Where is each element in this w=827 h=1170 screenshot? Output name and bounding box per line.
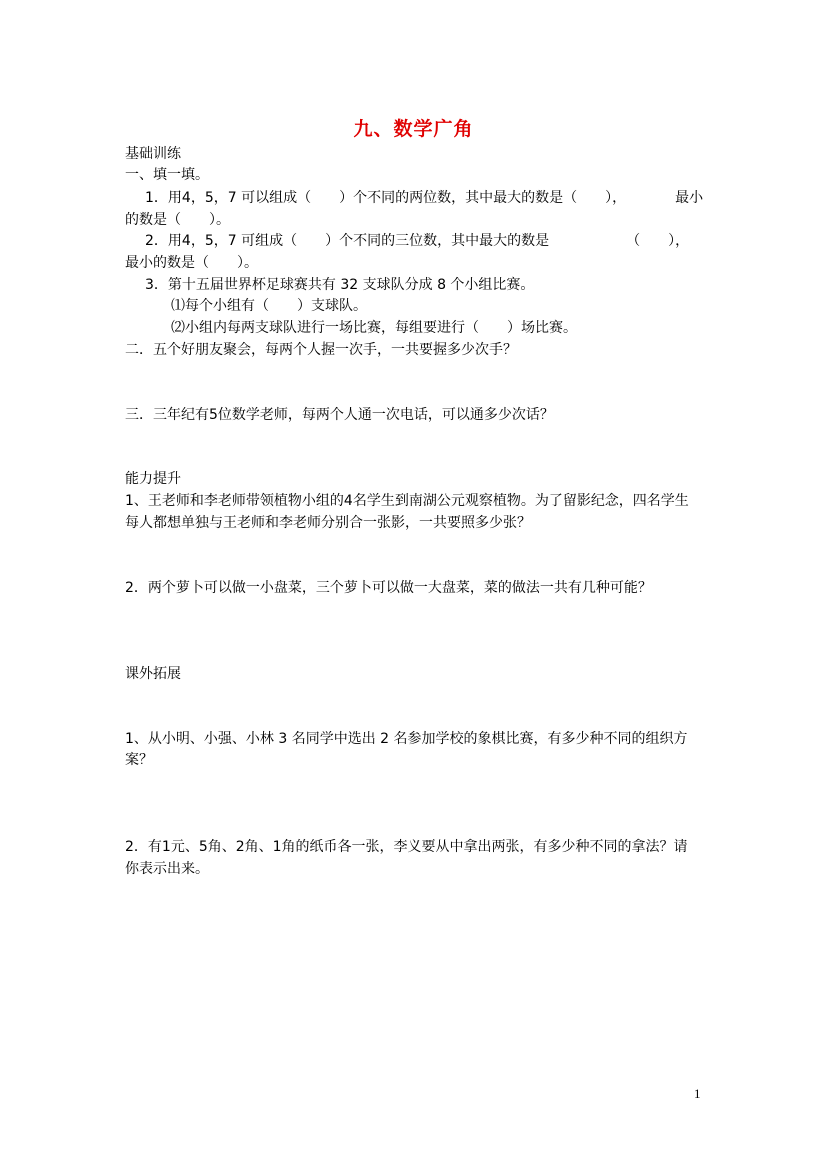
extension-question-2-line-1: 2．有1元、5角、2角、1角的纸币各一张，李义要从中拿出两张，有多少种不同的拿法？请 bbox=[125, 839, 688, 855]
extension-question-1-line-1: 1、从小明、小强、小林 3 名同学中选出 2 名参加学校的象棋比赛，有多少种不同的组织方 bbox=[125, 731, 688, 747]
page-title: 九、数学广角 bbox=[353, 118, 474, 140]
section-heading-basic: 基础训练 bbox=[125, 146, 181, 162]
section-heading-extension: 课外拓展 bbox=[125, 666, 181, 682]
ability-question-1-line-1: 1、王老师和李老师带领植物小组的4名学生到南湖公元观察植物。为了留影纪念，四名学生 bbox=[125, 493, 689, 509]
question-2-handshake: 二．五个好朋友聚会，每两个人握一次手，一共要握多少次手？ bbox=[125, 342, 517, 358]
extension-question-1-line-2: 案？ bbox=[125, 752, 153, 768]
question-1-1-line-2: 的数是（ ）。 bbox=[125, 212, 230, 228]
question-3-phone-calls: 三．三年纪有5位数学老师，每两个人通一次电话，可以通多少次话？ bbox=[125, 407, 554, 423]
question-1-3-sub-2: ⑵小组内每两支球队进行一场比赛，每组要进行（ ）场比赛。 bbox=[171, 320, 577, 336]
section-heading-ability: 能力提升 bbox=[125, 471, 181, 487]
ability-question-1-line-2: 每人都想单独与王老师和李老师分别合一张影，一共要照多少张？ bbox=[125, 515, 531, 531]
question-1-2-line-1: 2．用4，5，7 可组成（ ）个不同的三位数，其中最大的数是 （ ）， bbox=[145, 233, 690, 249]
question-1-2-line-2: 最小的数是（ ）。 bbox=[125, 255, 258, 271]
page-number: 1 bbox=[694, 1086, 701, 1101]
ability-question-2: 2．两个萝卜可以做一小盘菜，三个萝卜可以做一大盘菜，菜的做法一共有几种可能？ bbox=[125, 580, 652, 596]
extension-question-2-line-2: 你表示出来。 bbox=[125, 861, 209, 877]
question-heading-fill: 一、填一填。 bbox=[125, 167, 209, 183]
question-1-3-sub-1: ⑴每个小组有（ ）支球队。 bbox=[171, 298, 367, 314]
question-1-3: 3．第十五届世界杯足球赛共有 32 支球队分成 8 个小组比赛。 bbox=[145, 277, 535, 293]
question-1-1-line-1: 1．用4，5，7 可以组成（ ）个不同的两位数，其中最大的数是（ ）， 最小 bbox=[145, 190, 704, 206]
